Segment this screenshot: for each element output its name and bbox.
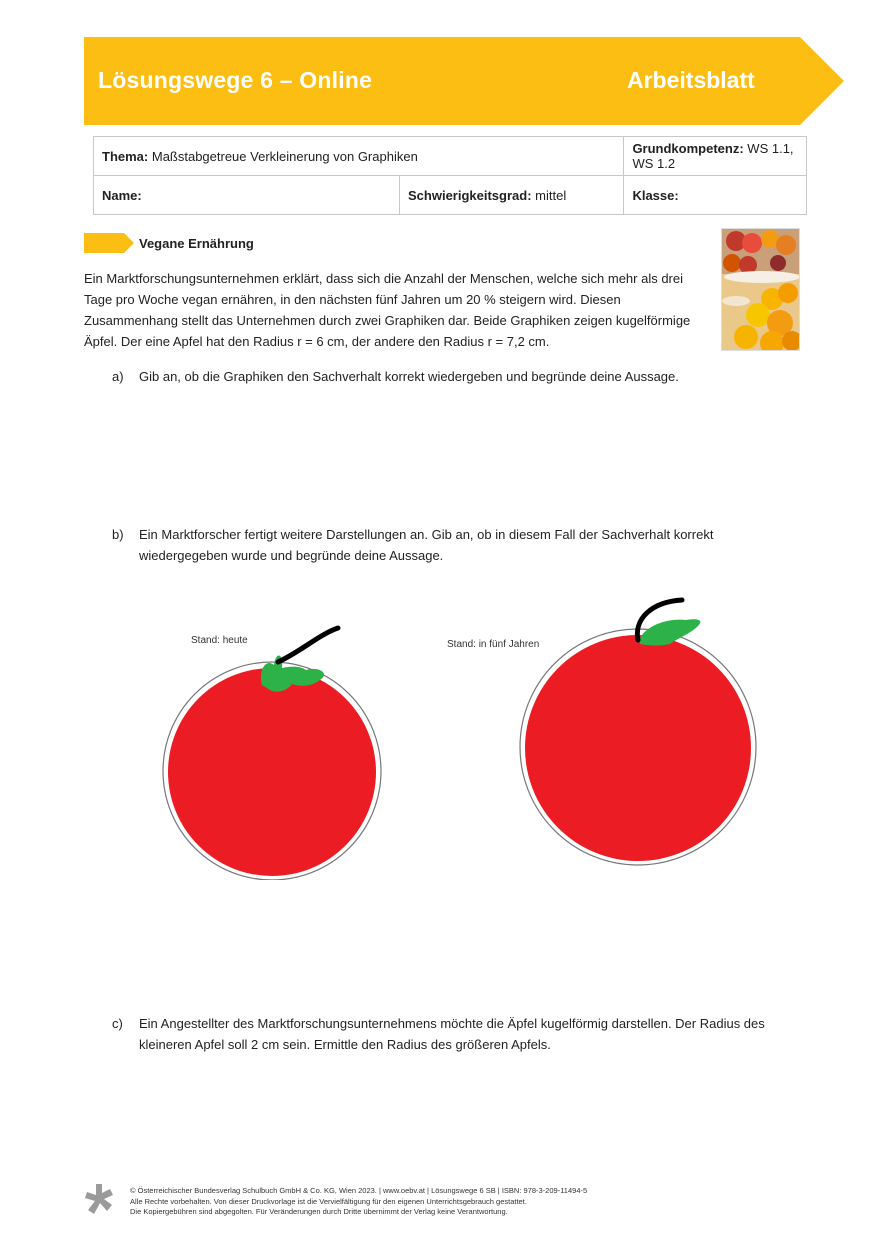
task-line: kleineren Apfel soll 2 cm sein. Ermittle den Radius des größeren Apfels. [139, 1037, 551, 1052]
klasse-cell[interactable] [624, 176, 807, 215]
apple-large [520, 600, 756, 865]
kompetenz-label: Grundkompetenz: [632, 141, 744, 156]
schwierigkeit-label: Schwierigkeitsgrad: [408, 187, 532, 203]
intro-paragraph [84, 268, 714, 352]
thema-cell [94, 137, 624, 176]
section-title: Vegane Ernährung [139, 236, 254, 251]
intro-line: Äpfel. Der eine Apfel hat den Radius r = 6 cm, der andere den Radius r = 7,2 cm. [84, 334, 550, 349]
intro-line: Ein Marktforschungsunternehmen erklärt, dass sich die Anzahl der Menschen, welche sich mehr als drei [84, 271, 684, 286]
schwierigkeit-value: mittel [535, 187, 567, 203]
schwierigkeit-cell [400, 176, 624, 215]
footer-line: Alle Rechte vorbehalten. Von dieser Druckvorlage ist die Vervielfältigung für den eigenen Unterrichtsgebrauch gestattet. [130, 1196, 527, 1206]
name-label: Name: [102, 187, 142, 203]
label-stand-fuenf-jahre: Stand: in fünf Jahren [447, 639, 540, 650]
task-c-text [139, 1013, 765, 1055]
task-line: Gib an, ob die Graphiken den Sachverhalt korrekt wiedergeben und begründe deine Aussage. [139, 369, 679, 384]
publisher-logo-icon [84, 1184, 114, 1214]
task-a-text [139, 366, 679, 387]
document-type: Arbeitsblatt [627, 67, 755, 93]
section-arrow-icon [84, 233, 136, 253]
footer-line: Die Kopiergebühren sind abgegolten. Für Veränderungen durch Dritte übernimmt der Verlag keine Verantwortung. [130, 1207, 508, 1216]
header-banner [84, 37, 844, 125]
name-cell[interactable] [94, 176, 400, 215]
footer-text [130, 1186, 587, 1218]
label-stand-heute: Stand: heute [191, 635, 248, 646]
intro-line: Tage pro Woche vegan ernähren, in den nächsten fünf Jahren um 20 % steigern wird. Diesen [84, 292, 621, 307]
task-c-label: c) [112, 1016, 123, 1031]
klasse-label: Klasse: [632, 187, 679, 203]
fruit-photo [721, 228, 800, 351]
task-line: wiedergegeben wurde und begründe deine Aussage. [139, 548, 444, 563]
intro-line: Zusammenhang stellt das Unternehmen durch zwei Graphiken dar. Beide Graphiken zeigen kugelförmige [84, 313, 691, 328]
page-title: Lösungswege 6 – Online [98, 67, 373, 93]
task-line: Ein Marktforscher fertigt weitere Darstellungen an. Gib an, ob in diesem Fall der Sachverhalt korrekt [139, 527, 714, 542]
task-a-label: a) [112, 369, 124, 384]
task-line: Ein Angestellter des Marktforschungsunternehmens möchte die Äpfel kugelförmig darstellen. Der Radius des [139, 1016, 765, 1031]
task-b-text [139, 524, 713, 566]
thema-value: Maßstabgetreue Verkleinerung von Graphiken [151, 148, 418, 164]
task-b-label: b) [112, 527, 124, 542]
thema-label: Thema: [102, 148, 149, 164]
footer-line: © Österreichischer Bundesverlag Schulbuch GmbH & Co. KG, Wien 2023. | www.oebv.at | Lösungswege 6 SB | ISBN: 978-3-209-11494-5 [130, 1186, 588, 1195]
apple-figure [150, 590, 770, 880]
meta-table [93, 136, 807, 215]
kompetenz-cell [624, 137, 807, 176]
apple-small [163, 628, 381, 880]
kompetenz-value: WS 1.1, WS 1.2 [632, 141, 794, 171]
